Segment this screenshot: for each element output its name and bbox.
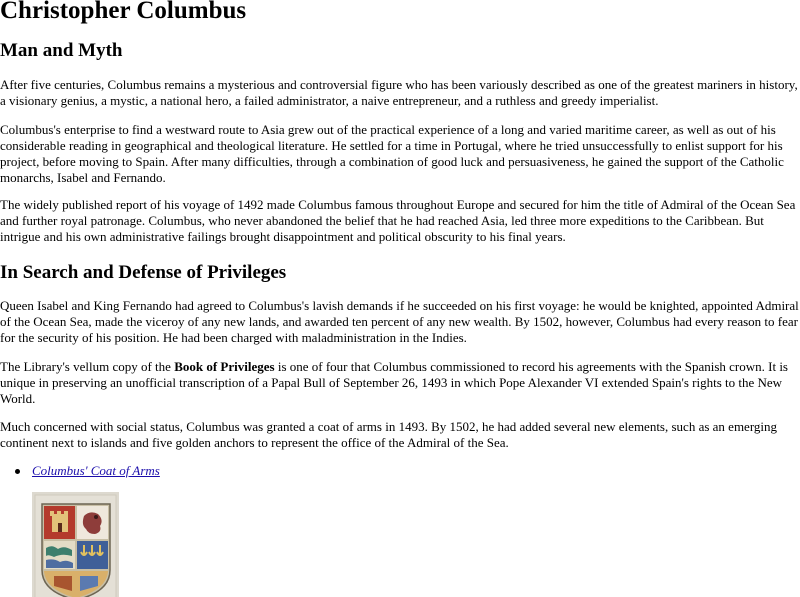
paragraph-demands: Queen Isabel and King Fernando had agreed to Columbus's lavish demands if he succeeded on his first voyage: he would be knighted, appointed Admiral of the Ocean Sea, made the viceroy of any new lands, and awarded ten percent of any new wealth. By 1502, however, Columbus had every reason to fear for the security of his position. He had been charged with maladministration in the Indies. [0, 298, 799, 345]
paragraph-intro: After five centuries, Columbus remains a mysterious and controversial figure who has been variously described as one of the greatest mariners in history, a visionary genius, a mystic, a national hero, a failed administrator, a naive entrepreneur, and a ruthless and greedy imperialist. [0, 77, 798, 108]
paragraph-text-after: is one of four that Columbus commissioned to record his agreements with the Spanish crown. It is unique in preserving an unofficial transcription of a Papal Bull of September 26, 1493 in which Pope Alexander VI extended Spain's rights to the New World. [0, 359, 788, 406]
paragraph-enterprise: Columbus's enterprise to find a westward route to Asia grew out of the practical experience of a long and varied maritime career, as well as out of his considerable reading in geographical and theological literature. He settled for a time in Portugal, where he tried unsuccessfully to enlist support for his project, before moving to Spain. After many difficulties, through a combination of good luck and persuasiveness, he gained the support of the Catholic monarchs, Isabel and Fernando. [0, 122, 784, 185]
coat-of-arms-thumbnail-image[interactable] [32, 492, 119, 597]
page-title: Christopher Columbus [0, 0, 247, 24]
bullet-icon [15, 469, 20, 474]
section-heading-man-and-myth: Man and Myth [0, 40, 123, 61]
coat-of-arms-link[interactable]: Columbus' Coat of Arms [32, 463, 160, 478]
paragraph-text-before: The Library's vellum copy of the [0, 359, 175, 374]
related-links-list [0, 463, 160, 479]
paragraph-voyage-report: The widely published report of his voyage of 1492 made Columbus famous throughout Europe and secured for him the title of Admiral of the Ocean Sea and further royal patronage. Columbus, who never abandoned the belief that he had reached Asia, led three more expeditions to the Caribbean. But intrigue and his own administrative failings brought disappointment and political obscurity to his final years. [0, 197, 796, 244]
coat-of-arms-icon [32, 492, 119, 597]
book-of-privileges-title: Book of Privileges [174, 359, 275, 374]
list-item [0, 463, 160, 479]
section-heading-privileges: In Search and Defense of Privileges [0, 262, 287, 283]
paragraph-coat-of-arms: Much concerned with social status, Columbus was granted a coat of arms in 1493. By 1502, he had added several new elements, such as an emerging continent next to islands and five golden anchors to represent the office of the Admiral of the Sea. [0, 419, 778, 450]
paragraph-book-of-privileges [0, 359, 800, 407]
